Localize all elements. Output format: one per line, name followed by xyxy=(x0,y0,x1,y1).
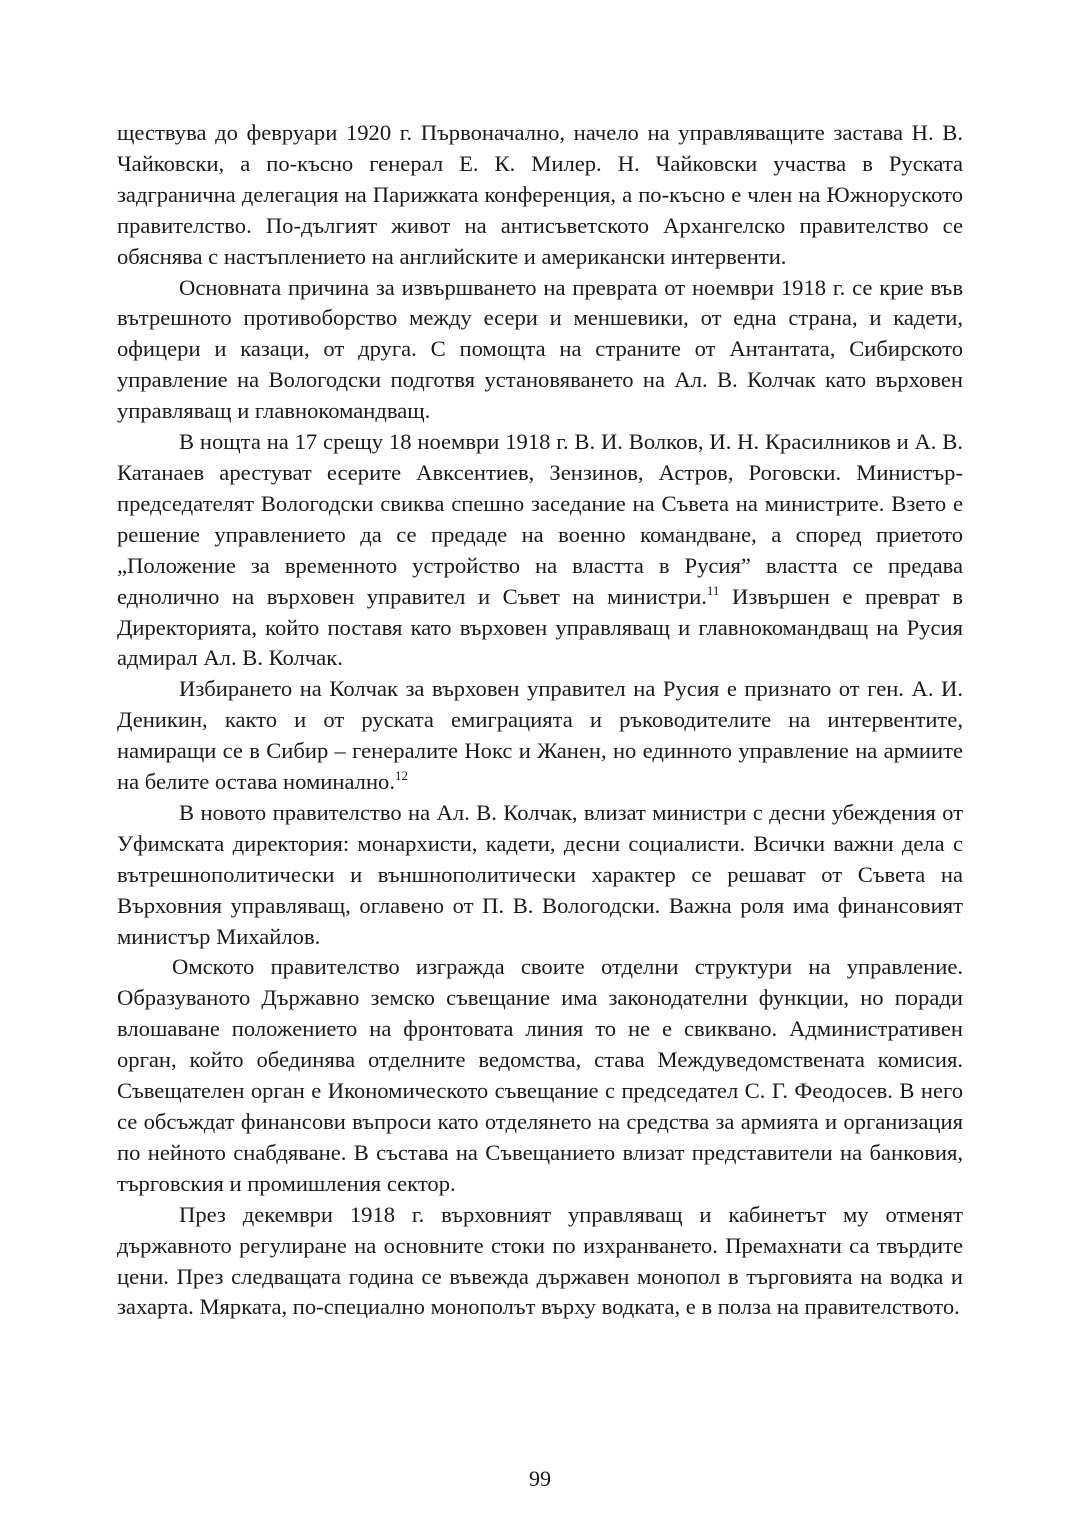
paragraph-3 xyxy=(117,427,963,674)
paragraph-5: В новото правителство на Ал. В. Колчак, влизат министри с десни убеждения от Уфимската директория: монархисти, кадети, десни социалисти. Всички важни дела с вътрешнополитически и външнополитически характер се решават от Съвета на Върховния управляващ, оглавено от П. В. Вологодски. Важна роля има финансовият министър Михайлов. xyxy=(117,799,963,949)
paragraph-3-text-before: В нощта на 17 срещу 18 ноември 1918 г. В. И. Волков, И. Н. Красилников и А. В. Катанаев арестуват есерите Авксентиев, Зензинов, Астров, Роговски. Министър-председателят Вологодски свиква спешно заседание на Съвета на министрите. Взето е решение управлението да се предаде на военно командване, а според приетото „Положение за временното устройство на властта в Русия” властта се предава еднолично на върховен управител и Съвет на министри. xyxy=(117,429,963,609)
footnote-ref-11[interactable]: 11 xyxy=(706,582,720,598)
paragraph-6: Омското правителство изгражда своите отделни структури на управление. Образуваното Държавно земско съвещание има законодателни функции, но поради влошаване положението на фронтовата линия то не е свиквано. Административен орган, който обединява отделните ведомства, става Междуведомствената комисия. Съвещателен орган е Икономическото съвещание с председател С. Г. Феодосев. В него се обсъждат финансови въпроси като отделянето на средства за армията и организация по нейното снабдяване. В състава на Съвещанието влизат представители на банковия, търговския и промишления сектор. xyxy=(117,954,963,1196)
paragraph-7: През декември 1918 г. върховният управляващ и кабинетът му отменят държавното регулиране на основните стоки по изхранването. Премахнати са твърдите цени. През следващата година се въвежда държавен монопол в търговията на водка и захарта. Мярката, по-специално монополът върху водката, е в полза на правителството. xyxy=(117,1201,963,1320)
paragraph-4 xyxy=(117,674,963,798)
paragraph-1: ществува до февруари 1920 г. Първоначално, начело на управляващите застава Н. В. Чайковски, а по-късно генерал Е. К. Милер. Н. Чайковски участва в Руската задгранична делегация на Парижката конференция, а по-късно е член на Южноруското правителство. По-дългият живот на антисъветското Архангелско правителство се обяснява с настъплението на английските и американски интервенти. xyxy=(117,120,963,269)
paragraph-4-text: Избирането на Колчак за върховен управител на Русия е признато от ген. А. И. Деникин, както и от руската емиграцията и ръководителите на интервентите, намиращи се в Сибир – генералите Нокс и Жанен, но единното управление на армиите на белите остава номинално. xyxy=(117,676,963,795)
footnote-ref-12[interactable]: 12 xyxy=(395,768,408,784)
paragraph-3-text-after: Извършен е преврат в Директорията, който поставя като върховен управляващ и главнокомандващ на Русия адмирал Ал. В. Колчак. xyxy=(117,583,963,671)
paragraph-2: Основната причина за извършването на преврата от ноември 1918 г. се крие във вътрешното противоборство между есери и меншевики, от една страна, и кадети, офицери и казаци, от друга. С помощта на страните от Антантата, Сибирското управление на Вологодски подготвя установяването на Ал. В. Колчак като върховен управляващ и главнокомандващ. xyxy=(117,274,963,424)
page-number: 99 xyxy=(529,1466,551,1491)
page-body xyxy=(117,118,963,1323)
